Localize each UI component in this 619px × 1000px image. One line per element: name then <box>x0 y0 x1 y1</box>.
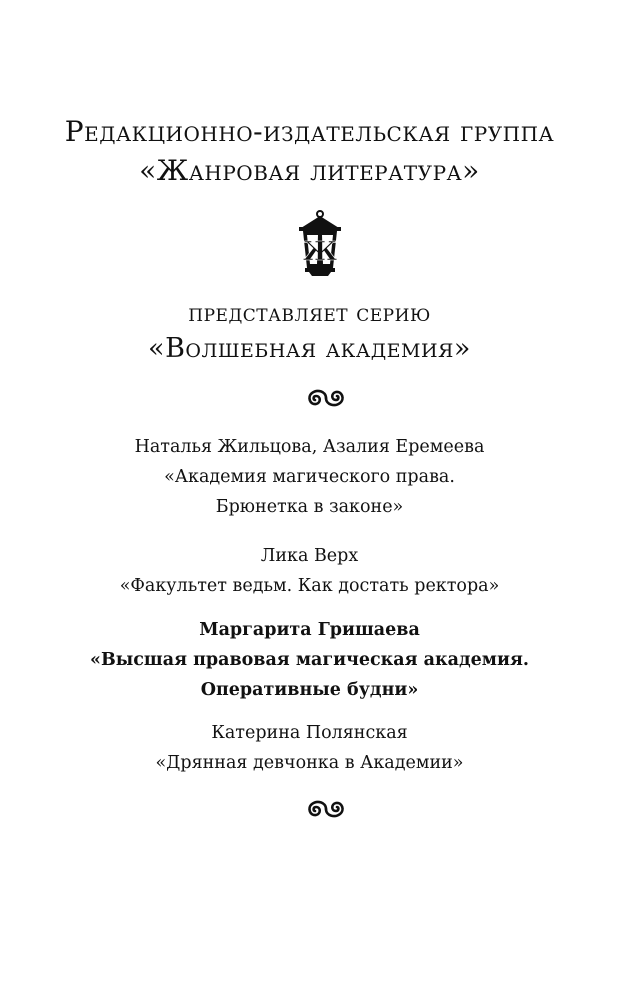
book-title-line: «Высшая правовая магическая академия. <box>90 650 529 670</box>
book-title-line: Оперативные будни» <box>200 680 419 700</box>
series-intro: представляет серию <box>188 299 431 327</box>
double-spiral-ornament-icon <box>305 799 347 819</box>
series-heading <box>0 295 619 367</box>
publisher-line-1: Редакционно-издательская группа <box>64 115 555 148</box>
book-entry-highlighted <box>0 615 619 705</box>
book-entry <box>0 541 619 601</box>
book-title-line: «Дрянная девчонка в Академии» <box>155 753 464 773</box>
book-author: Лика Верх <box>260 546 359 566</box>
book-title-line: «Академия магического права. <box>164 467 455 487</box>
book-title-line: Брюнетка в законе» <box>215 497 404 517</box>
book-entry <box>0 432 619 522</box>
book-author: Наталья Жильцова, Азалия Еремеева <box>134 437 485 457</box>
book-title-line: «Факультет ведьм. Как достать ректора» <box>119 576 500 596</box>
double-spiral-ornament-icon <box>305 388 347 408</box>
lantern-icon <box>295 210 345 276</box>
publisher-line-2: «Жанровая литература» <box>139 154 480 187</box>
series-name: «Волшебная академия» <box>148 333 471 364</box>
book-author: Катерина Полянская <box>211 723 408 743</box>
book-author: Маргарита Гришаева <box>199 620 420 640</box>
book-entry <box>0 718 619 778</box>
publisher-heading <box>0 112 619 190</box>
lantern-letter: Ж <box>302 237 338 267</box>
